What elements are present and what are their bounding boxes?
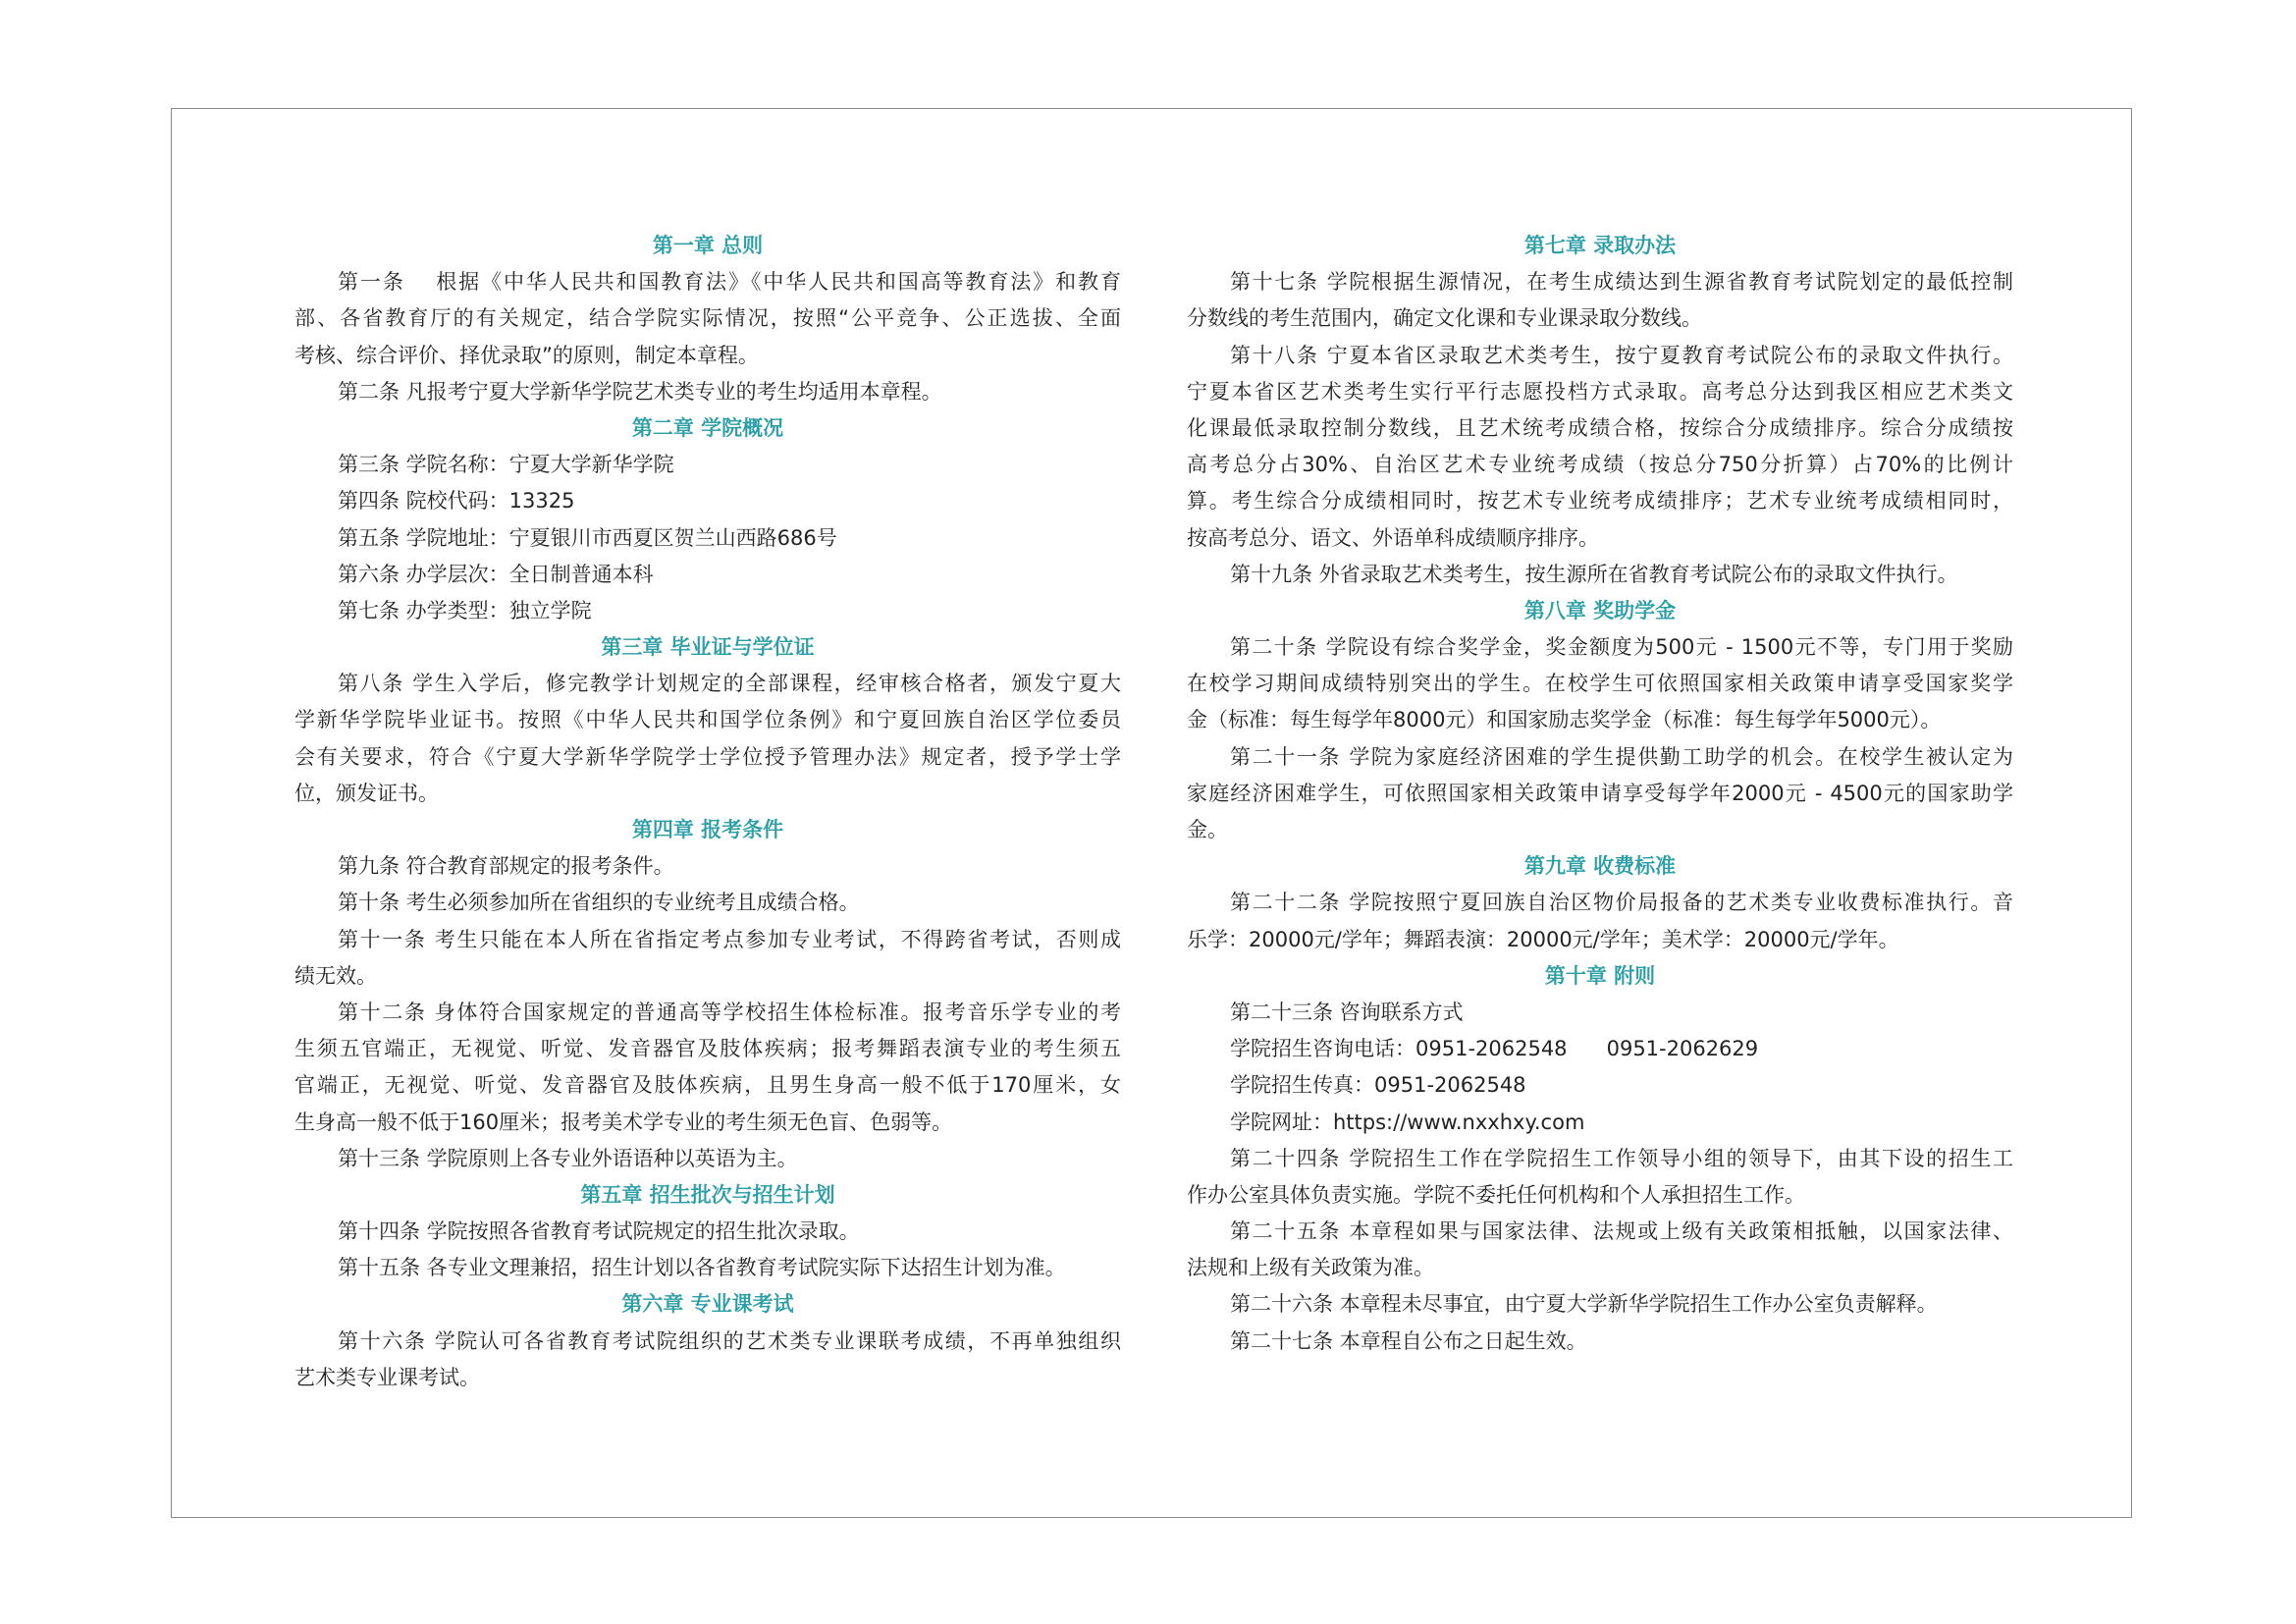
contact-website: 学院网址：https://www.nxxhxy.com xyxy=(1230,1110,1585,1134)
article-19: 第十九条 外省录取艺术类考生，按生源所在省教育考试院公布的录取文件执行。 xyxy=(1230,562,1958,586)
chapter-4-heading: 第四章 报考条件 xyxy=(631,818,784,841)
article-12-line-2: 生须五官端正，无视觉、听觉、发音器官及肢体疾病；报考舞蹈表演专业的考生须五 xyxy=(294,1037,1121,1061)
article-4: 第四条 院校代码：13325 xyxy=(338,489,575,514)
chapter-8-heading: 第八章 奖助学金 xyxy=(1523,598,1677,623)
chapter-3-heading: 第三章 毕业证与学位证 xyxy=(601,635,815,660)
article-22-line-2: 乐学：20000元/学年；舞蹈表演：20000元/学年；美术学：20000元/学年。 xyxy=(1187,927,1899,951)
article-1-line-2: 部、各省教育厅的有关规定，结合学院实际情况，按照“公平竞争、公正选拔、全面 xyxy=(294,306,1121,331)
article-18-line-5: 算。考生综合分成绩相同时，按艺术专业统考成绩排序；艺术专业统考成绩相同时， xyxy=(1187,489,2013,514)
article-16-line-2: 艺术类专业课考试。 xyxy=(294,1365,480,1389)
article-25-line-1: 第二十五条 本章程如果与国家法律、法规或上级有关政策相抵触，以国家法律、 xyxy=(1230,1219,2013,1244)
article-18-line-2: 宁夏本省区艺术类考生实行平行志愿投档方式录取。高考总分达到我区相应艺术类文 xyxy=(1187,379,2013,404)
article-23: 第二十三条 咨询联系方式 xyxy=(1230,1000,1464,1024)
chapter-7-heading: 第七章 录取办法 xyxy=(1523,234,1677,257)
article-8-line-2: 学新华学院毕业证书。按照《中华人民共和国学位条例》和宁夏回族自治区学位委员 xyxy=(294,708,1121,732)
article-11-line-1: 第十一条 考生只能在本人所在省指定考点参加专业考试，不得跨省考试，否则成 xyxy=(338,927,1121,951)
chapter-2-heading: 第二章 学院概况 xyxy=(631,415,784,440)
right-column xyxy=(1187,228,2013,1360)
article-27: 第二十七条 本章程自公布之日起生效。 xyxy=(1230,1328,1587,1353)
article-2: 第二条 凡报考宁夏大学新华学院艺术类专业的考生均适用本章程。 xyxy=(338,379,942,404)
chapter-6-heading: 第六章 专业课考试 xyxy=(621,1292,794,1317)
article-20-line-1: 第二十条 学院设有综合奖学金，奖金额度为500元 - 1500元不等，专门用于奖励 xyxy=(1230,635,2013,660)
article-20-line-3: 金（标准：每生每学年8000元）和国家励志奖学金（标准：每生每学年5000元）。 xyxy=(1187,708,1942,732)
article-8-line-3: 会有关要求，符合《宁夏大学新华学院学士学位授予管理办法》规定者，授予学士学 xyxy=(294,744,1121,769)
article-17-line-2: 分数线的考生范围内，确定文化课和专业课录取分数线。 xyxy=(1187,306,1702,331)
article-16-line-1: 第十六条 学院认可各省教育考试院组织的艺术类专业课联考成绩，不再单独组织 xyxy=(338,1328,1121,1353)
chapter-10-heading: 第十章 附则 xyxy=(1544,963,1656,988)
article-1-line-3: 考核、综合评价、择优录取”的原则，制定本章程。 xyxy=(294,343,759,367)
article-18-line-6: 按高考总分、语文、外语单科成绩顺序排序。 xyxy=(1187,525,1599,550)
article-14: 第十四条 学院按照各省教育考试院规定的招生批次录取。 xyxy=(338,1219,860,1244)
article-5: 第五条 学院地址：宁夏银川市西夏区贺兰山西路686号 xyxy=(338,525,837,550)
article-7: 第七条 办学类型：独立学院 xyxy=(338,598,592,623)
article-26: 第二十六条 本章程未尽事宜，由宁夏大学新华学院招生工作办公室负责解释。 xyxy=(1230,1292,1938,1317)
article-20-line-2: 在校学习期间成绩特别突出的学生。在校学生可依照国家相关政策申请享受国家奖学 xyxy=(1187,672,2013,696)
article-6: 第六条 办学层次：全日制普通本科 xyxy=(338,562,654,586)
article-12-line-4: 生身高一般不低于160厘米；报考美术学专业的考生须无色盲、色弱等。 xyxy=(294,1110,953,1134)
article-1-line-1: 第一条 根据《中华人民共和国教育法》《中华人民共和国高等教育法》和教育 xyxy=(338,270,1121,295)
article-25-line-2: 法规和上级有关政策为准。 xyxy=(1187,1256,1434,1280)
article-17-line-1: 第十七条 学院根据生源情况，在考生成绩达到生源省教育考试院划定的最低控制 xyxy=(1230,270,2013,295)
article-12-line-3: 官端正，无视觉、听觉、发音器官及肢体疾病，且男生身高一般不低于170厘米，女 xyxy=(294,1073,1121,1098)
article-24-line-2: 作办公室具体负责实施。学院不委托任何机构和个人承担招生工作。 xyxy=(1187,1182,1805,1207)
article-11-line-2: 绩无效。 xyxy=(294,963,377,988)
article-21-line-1: 第二十一条 学院为家庭经济困难的学生提供勤工助学的机会。在校学生被认定为 xyxy=(1230,744,2013,769)
article-13: 第十三条 学院原则上各专业外语语种以英语为主。 xyxy=(338,1146,798,1170)
article-21-line-3: 金。 xyxy=(1187,818,1228,841)
article-18-line-4: 高考总分占30%、自治区艺术专业统考成绩（按总分750分折算）占70%的比例计 xyxy=(1187,453,2013,477)
article-18-line-3: 化课最低录取控制分数线，且艺术统考成绩合格，按综合分成绩排序。综合分成绩按 xyxy=(1187,415,2013,440)
article-8-line-1: 第八条 学生入学后，修完教学计划规定的全部课程，经审核合格者，颁发宁夏大 xyxy=(338,672,1121,696)
chapter-1-heading: 第一章 总则 xyxy=(652,234,764,257)
article-21-line-2: 家庭经济困难学生，可依照国家相关政策申请享受每学年2000元 - 4500元的国家助学 xyxy=(1187,781,2013,805)
article-12-line-1: 第十二条 身体符合国家规定的普通高等学校招生体检标准。报考音乐学专业的考 xyxy=(338,1000,1121,1024)
article-3: 第三条 学院名称：宁夏大学新华学院 xyxy=(338,453,674,477)
left-column xyxy=(294,228,1121,1396)
article-22-line-1: 第二十二条 学院按照宁夏回族自治区物价局报备的艺术类专业收费标准执行。音 xyxy=(1230,891,2013,915)
article-8-line-4: 位，颁发证书。 xyxy=(294,781,439,805)
article-24-line-1: 第二十四条 学院招生工作在学院招生工作领导小组的领导下，由其下设的招生工 xyxy=(1230,1146,2013,1170)
contact-fax: 学院招生传真：0951-2062548 xyxy=(1230,1073,1526,1098)
article-18-line-1: 第十八条 宁夏本省区录取艺术类考生，按宁夏教育考试院公布的录取文件执行。 xyxy=(1230,343,2013,367)
article-9: 第九条 符合教育部规定的报考条件。 xyxy=(338,854,674,879)
contact-phone: 学院招生咨询电话：0951-2062548 0951-2062629 xyxy=(1230,1037,1759,1061)
article-10: 第十条 考生必须参加所在省组织的专业统考且成绩合格。 xyxy=(338,891,860,915)
chapter-9-heading: 第九章 收费标准 xyxy=(1523,854,1677,879)
article-15: 第十五条 各专业文理兼招，招生计划以各省教育考试院实际下达招生计划为准。 xyxy=(338,1256,1066,1280)
chapter-5-heading: 第五章 招生批次与招生计划 xyxy=(580,1182,835,1207)
